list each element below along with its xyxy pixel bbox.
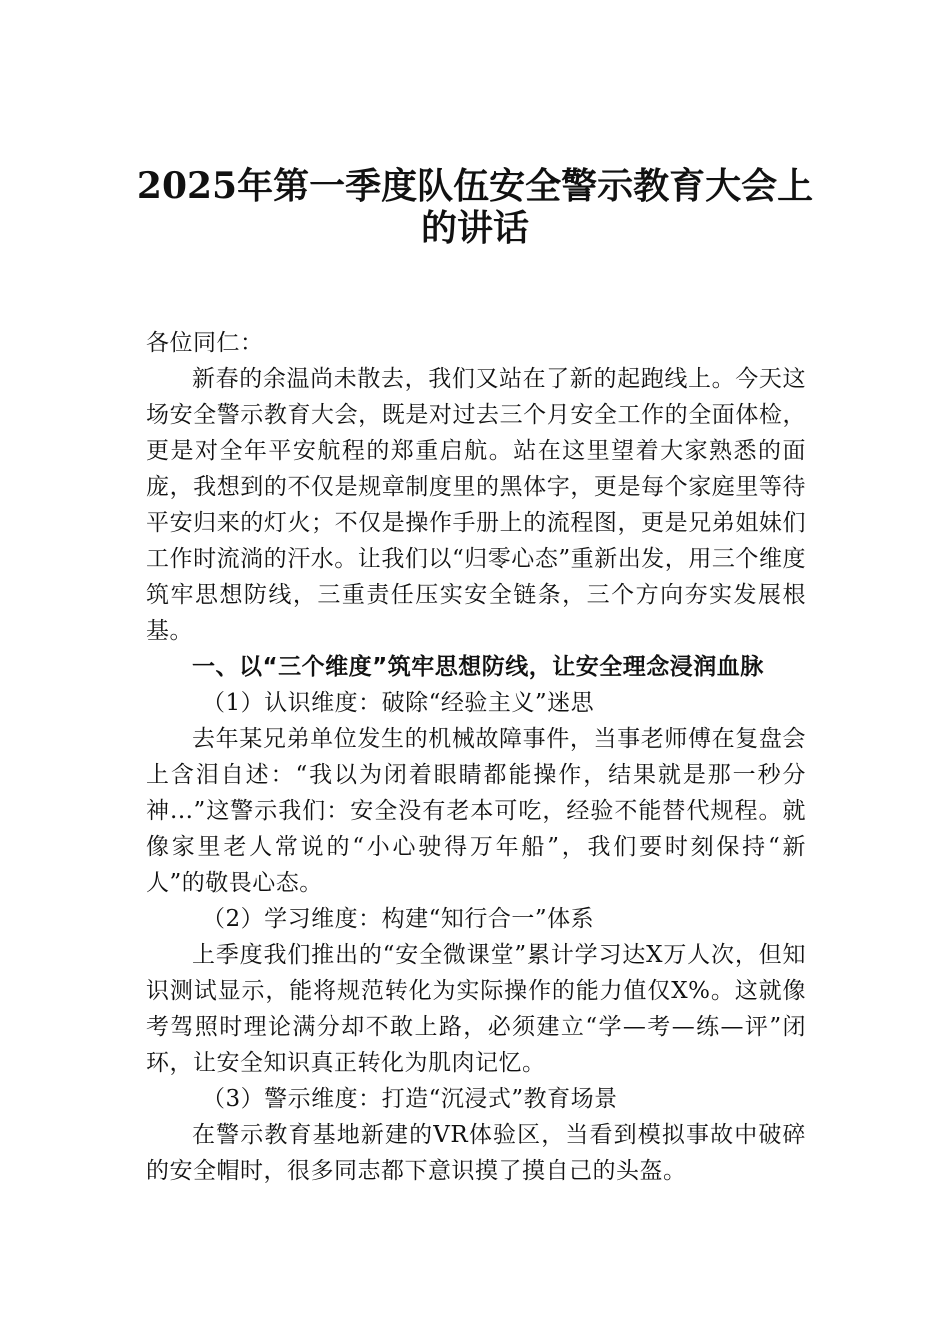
document-title-line2: 的讲话 xyxy=(420,207,529,249)
sub-heading-3: （3）警示维度：打造“沉浸式”教育场景 xyxy=(202,1086,618,1112)
section-heading-1: 一、以“三个维度”筑牢思想防线，让安全理念浸润血脉 xyxy=(192,654,764,680)
document-title-line1: 2025年第一季度队伍安全警示教育大会上 xyxy=(136,165,814,207)
salutation: 各位同仁： xyxy=(146,330,264,356)
sub-heading-1: （1）认识维度：破除“经验主义”迷思 xyxy=(202,690,595,716)
sub-paragraph-1: 去年某兄弟单位发生的机械故障事件，当事老师傅在复盘会上含泪自述：“我以为闭着眼睛都能操作，结果就是那一秒分神...”这警示我们：安全没有老本可吃，经验不能替代规程。就像家里老人常说的“小心驶得万年船”，我们要时刻保持“新人”的敬畏心态。 xyxy=(146,726,806,896)
sub-paragraph-2: 上季度我们推出的“安全微课堂”累计学习达X万人次，但知识测试显示，能将规范转化为实际操作的能力值仅X%。这就像考驾照时理论满分却不敢上路，必须建立“学—考—练—评”闭环，让安全知识真正转化为肌肉记忆。 xyxy=(146,942,806,1076)
sub-paragraph-3: 在警示教育基地新建的VR体验区，当看到模拟事故中破碎的安全帽时，很多同志都下意识摸了摸自己的头盔。 xyxy=(146,1122,806,1184)
sub-heading-2: （2）学习维度：构建“知行合一”体系 xyxy=(202,906,595,932)
document-body xyxy=(146,325,806,1189)
intro-paragraph: 新春的余温尚未散去，我们又站在了新的起跑线上。今天这场安全警示教育大会，既是对过去三个月安全工作的全面体检，更是对全年平安航程的郑重启航。站在这里望着大家熟悉的面庞，我想到的不仅是规章制度里的黑体字，更是每个家庭里等待平安归来的灯火；不仅是操作手册上的流程图，更是兄弟姐妹们工作时流淌的汗水。让我们以“归零心态”重新出发，用三个维度筑牢思想防线，三重责任压实安全链条，三个方向夯实发展根基。 xyxy=(146,366,806,644)
